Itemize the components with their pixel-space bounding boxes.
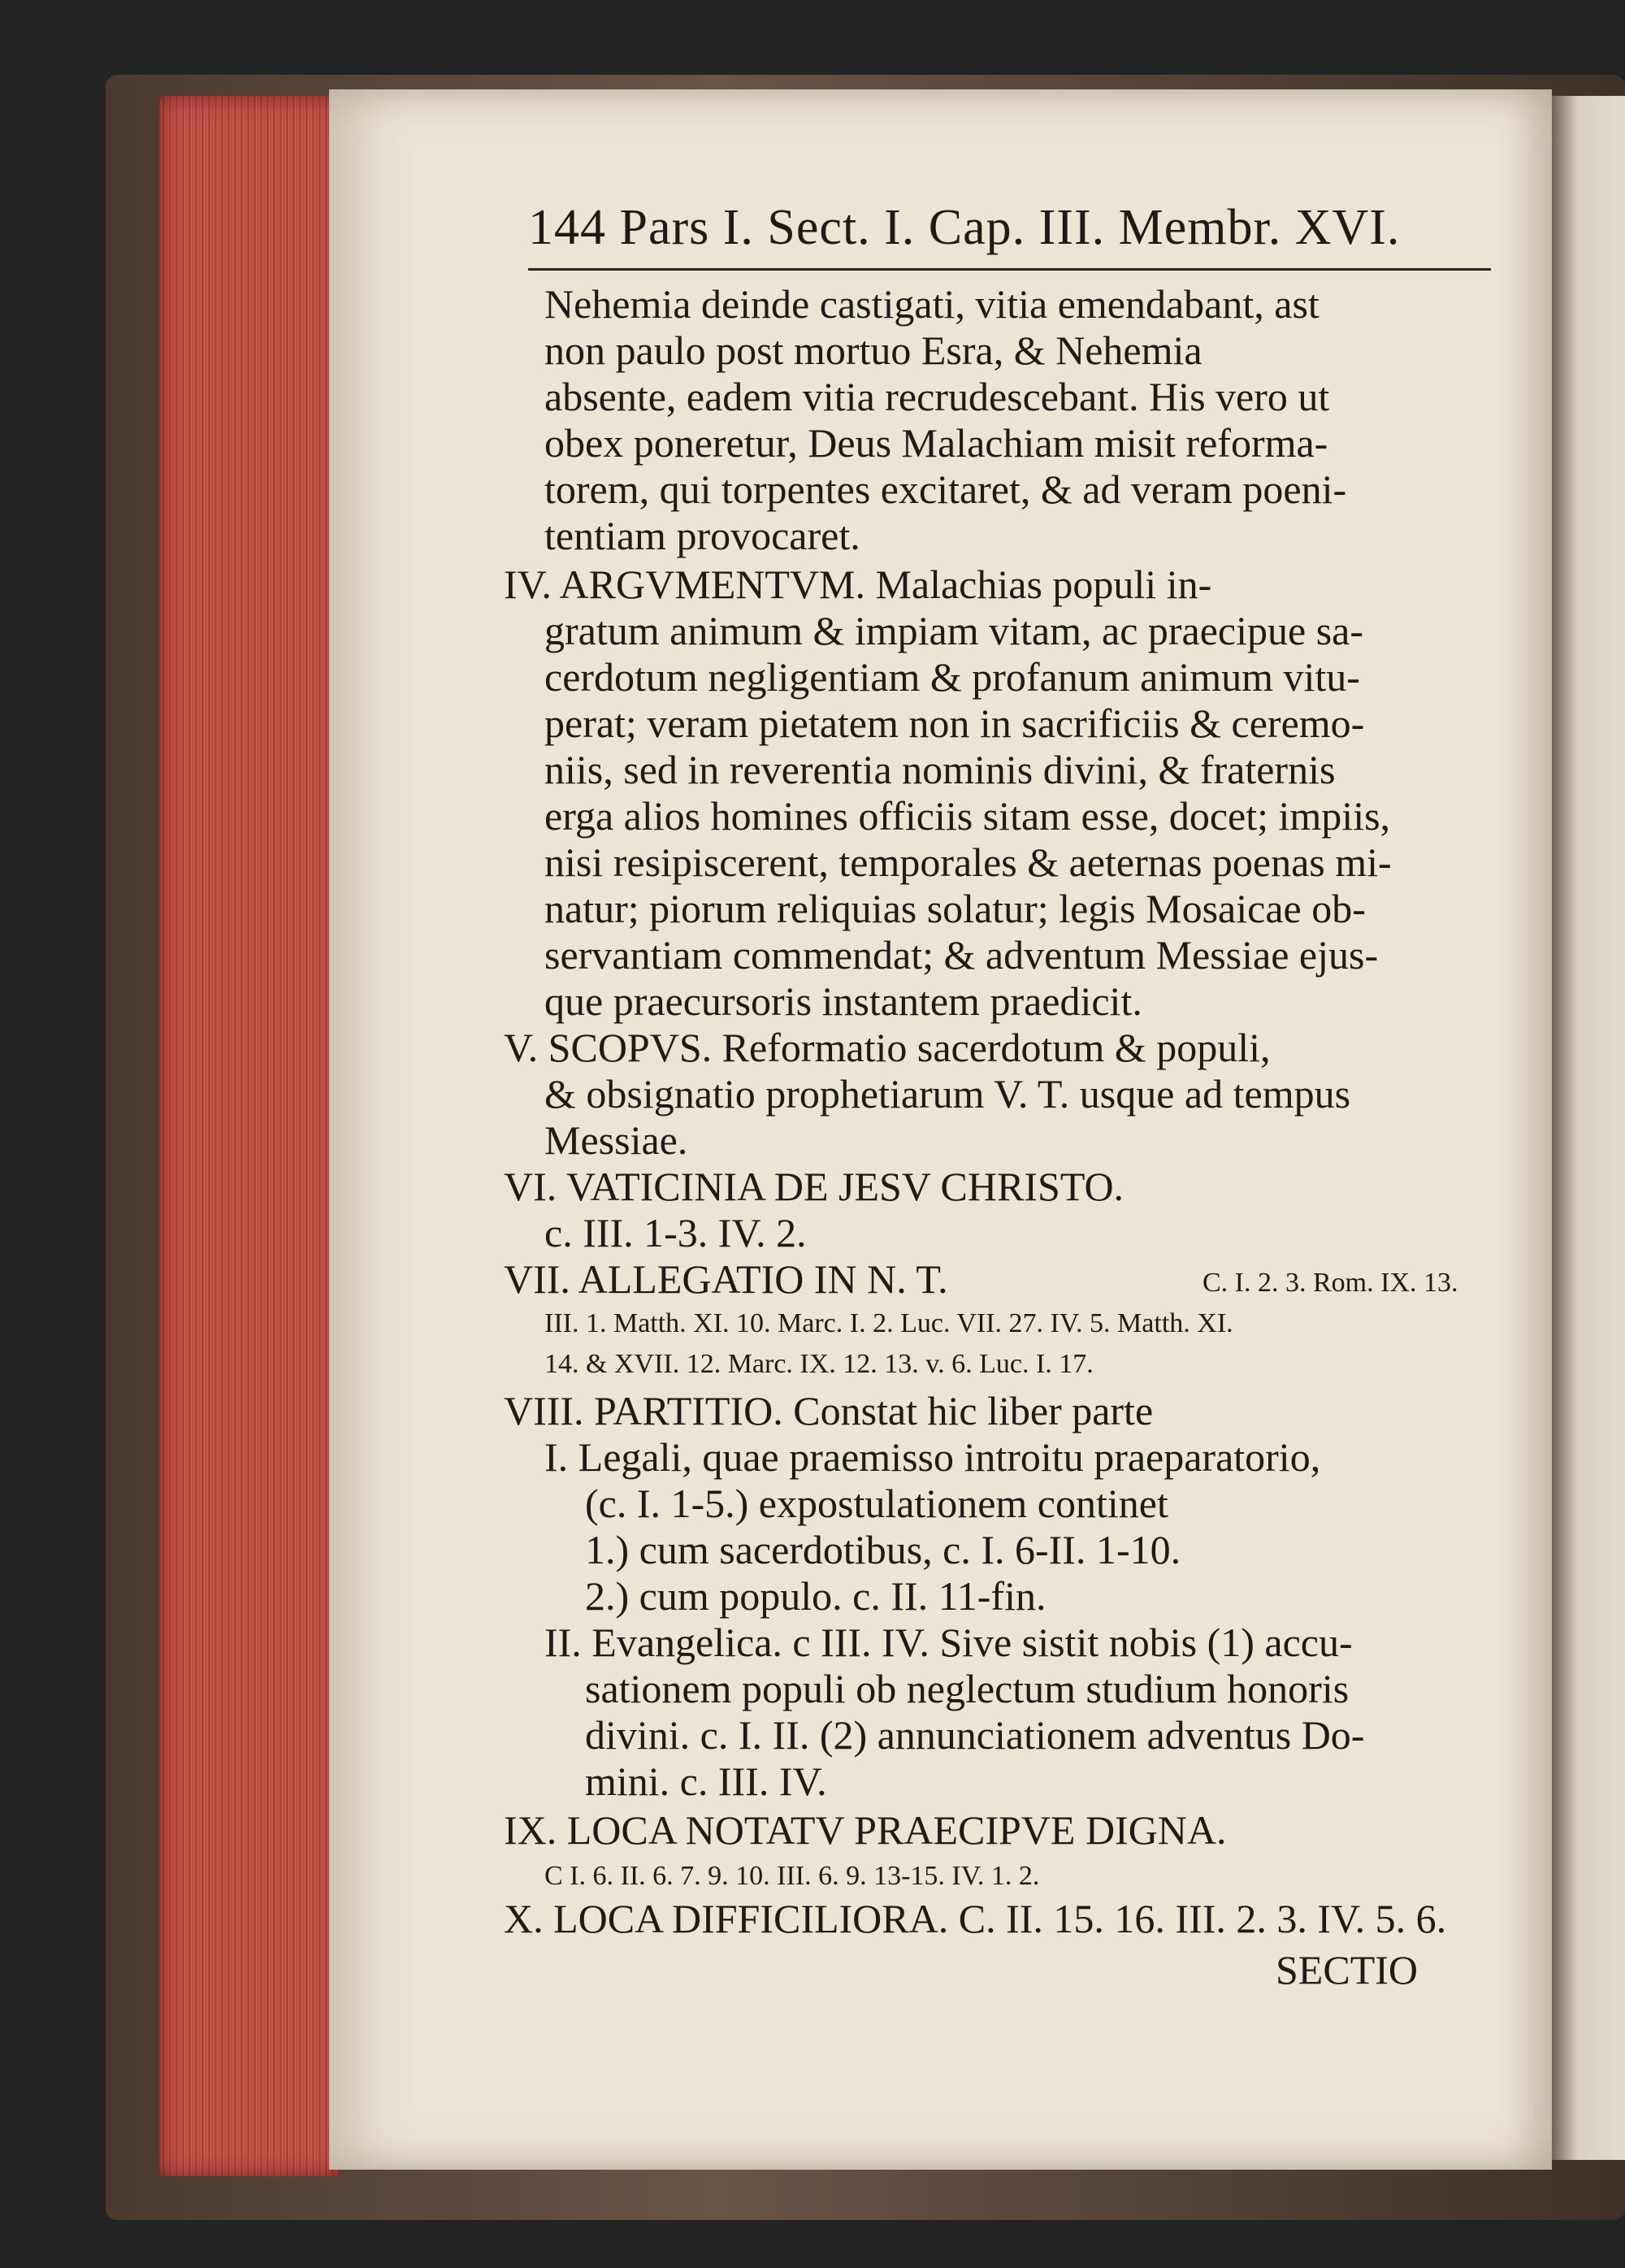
- text-line: (c. I. 1-5.) expostulationem continet: [585, 1481, 1168, 1526]
- page-edges: [159, 96, 340, 2176]
- section-x-heading: X. LOCA DIFFICILIORA. C. II. 15. 16. III. 2. 3. IV. 5. 6.: [504, 1896, 1447, 1941]
- text-line: 2.) cum populo. c. II. 11-fin.: [585, 1573, 1046, 1619]
- section-v-heading: V. SCOPVS. Reformatio sacerdotum & populi,: [504, 1025, 1271, 1070]
- section-vii-heading: VII. ALLEGATIO IN N. T.: [504, 1256, 948, 1302]
- text-line: c. III. 1-3. IV. 2.: [544, 1210, 807, 1255]
- text-line: absente, eadem vitia recrudescebant. His vero ut: [544, 374, 1330, 419]
- text-line: erga alios homines officiis sitam esse, docet; impiis,: [544, 793, 1391, 839]
- text-line: & obsignatio prophetiarum V. T. usque ad tempus: [544, 1071, 1351, 1117]
- text-line: divini. c. I. II. (2) annunciationem adventus Do-: [585, 1712, 1365, 1758]
- text-line: que praecursoris instantem praedicit.: [544, 978, 1142, 1024]
- text-line: II. Evangelica. c III. IV. Sive sistit nobis (1) accu-: [544, 1620, 1353, 1665]
- text-line: perat; veram pietatem non in sacrificiis & ceremo-: [544, 700, 1365, 746]
- text-line: non paulo post mortuo Esra, & Nehemia: [544, 327, 1202, 373]
- reference-line: C. I. 2. 3. Rom. IX. 13.: [1202, 1268, 1458, 1298]
- text-line: natur; piorum reliquias solatur; legis Mosaicae ob-: [544, 886, 1366, 931]
- text-line: 1.) cum sacerdotibus, c. I. 6-II. 1-10.: [585, 1527, 1181, 1572]
- reference-line: III. 1. Matth. XI. 10. Marc. I. 2. Luc. VII. 27. IV. 5. Matth. XI.: [544, 1308, 1233, 1338]
- section-ix-heading: IX. LOCA NOTATV PRAECIPVE DIGNA.: [504, 1807, 1227, 1853]
- text-line: Nehemia deinde castigati, vitia emendabant, ast: [544, 281, 1320, 327]
- header-rule: [528, 268, 1491, 271]
- book-page: [329, 89, 1552, 2170]
- text-line: Messiae.: [544, 1117, 688, 1163]
- catchword: SECTIO: [1276, 1947, 1418, 1993]
- section-viii-heading: VIII. PARTITIO. Constat hic liber parte: [504, 1388, 1154, 1433]
- text-line: torem, qui torpentes excitaret, & ad veram poeni-: [544, 466, 1347, 512]
- text-line: tentiam provocaret.: [544, 513, 860, 558]
- section-iv-heading: IV. ARGVMENTVM. Malachias populi in-: [504, 562, 1212, 607]
- text-line: gratum animum & impiam vitam, ac praecipue sa-: [544, 608, 1364, 653]
- text-line: servantiam commendat; & adventum Messiae ejus-: [544, 932, 1379, 978]
- text-line: cerdotum negligentiam & profanum animum vitu-: [544, 654, 1360, 700]
- text-line: niis, sed in reverentia nominis divini, & fraternis: [544, 747, 1336, 792]
- reference-line: 14. & XVII. 12. Marc. IX. 12. 13. v. 6. Luc. I. 17.: [544, 1349, 1094, 1379]
- text-line: mini. c. III. IV.: [585, 1758, 827, 1804]
- page-content: [504, 89, 1479, 2170]
- running-header: 144 Pars I. Sect. I. Cap. III. Membr. XVI.: [528, 200, 1401, 255]
- reference-line: C I. 6. II. 6. 7. 9. 10. III. 6. 9. 13-15. IV. 1. 2.: [544, 1861, 1040, 1891]
- text-line: I. Legali, quae praemisso introitu praeparatorio,: [544, 1434, 1321, 1480]
- facing-page-edge: [1552, 96, 1625, 2160]
- text-line: obex poneretur, Deus Malachiam misit reforma-: [544, 420, 1328, 466]
- text-line: sationem populi ob neglectum studium honoris: [585, 1666, 1350, 1711]
- text-line: nisi resipiscerent, temporales & aeternas poenas mi-: [544, 839, 1392, 885]
- section-vi-heading: VI. VATICINIA DE JESV CHRISTO.: [504, 1164, 1124, 1209]
